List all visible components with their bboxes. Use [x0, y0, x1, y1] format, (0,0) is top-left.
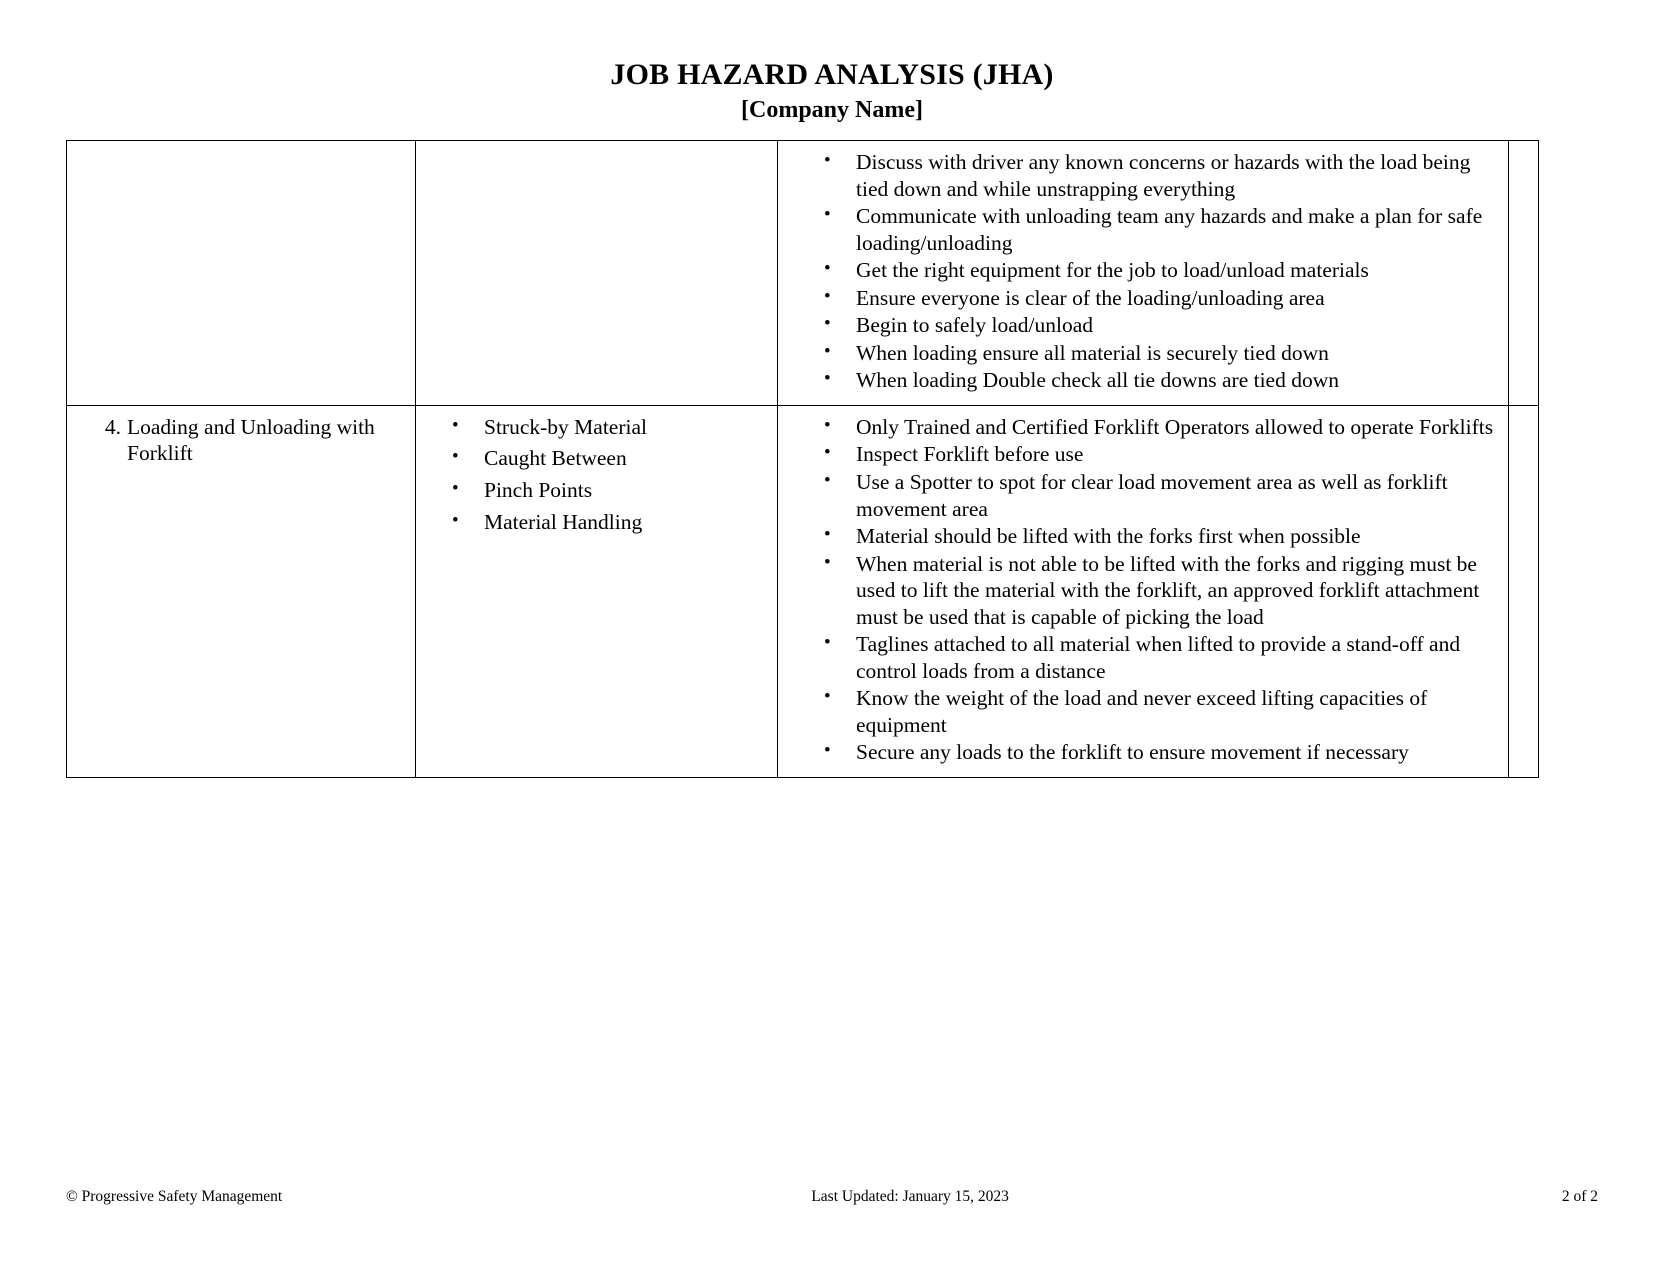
control-text: Know the weight of the load and never exceed lifting capacities of equipment: [856, 686, 1428, 737]
list-item: [422, 477, 763, 504]
list-item: [784, 149, 1494, 202]
list-item: [784, 685, 1494, 738]
task-cell: [67, 141, 416, 406]
footer-page-number: 2 of 2: [1561, 1188, 1598, 1205]
job-hazard-analysis-table: [66, 140, 1539, 778]
footer-copyright: © Progressive Safety Management: [66, 1188, 283, 1205]
hazard-cell: [416, 141, 778, 406]
task-list: [73, 414, 409, 466]
list-item: [784, 739, 1494, 766]
footer-last-updated: Last Updated: January 15, 2023: [811, 1188, 1009, 1205]
hazard-list: [422, 414, 771, 535]
control-text: Taglines attached to all material when lifted to provide a stand-off and control loads from a distance: [856, 632, 1461, 683]
list-item: [784, 367, 1494, 394]
hazard-text: Struck-by Material: [484, 414, 647, 439]
task-label: Loading and Unloading with Forklift: [127, 414, 375, 466]
controls-cell: [778, 141, 1509, 406]
control-text: When loading ensure all material is securely tied down: [856, 340, 1329, 365]
control-text: Communicate with unloading team any hazards and make a plan for safe loading/unloading: [856, 204, 1483, 255]
control-text: Begin to safely load/unload: [856, 313, 1094, 338]
page-title: JOB HAZARD ANALYSIS (JHA): [610, 58, 1054, 91]
task-number: 4.: [104, 414, 121, 439]
extra-cell: [1509, 141, 1539, 406]
list-item: [784, 551, 1494, 631]
controls-list: [784, 414, 1502, 766]
company-name-placeholder: [Company Name]: [741, 97, 923, 124]
control-text: Ensure everyone is clear of the loading/unloading area: [856, 285, 1325, 310]
list-item: [784, 312, 1494, 339]
control-text: Inspect Forklift before use: [856, 442, 1084, 467]
document-header: [0, 58, 1664, 125]
list-item: [104, 414, 399, 466]
table-row: [67, 141, 1539, 406]
list-item: [784, 203, 1494, 256]
hazard-text: Material Handling: [484, 509, 643, 534]
list-item: [784, 414, 1494, 441]
control-text: Discuss with driver any known concerns or hazards with the load being tied down and while unstrapping everything: [856, 150, 1471, 201]
list-item: [422, 414, 763, 441]
hazard-text: Pinch Points: [484, 478, 593, 503]
control-text: Get the right equipment for the job to load/unload materials: [856, 258, 1369, 283]
list-item: [784, 340, 1494, 367]
list-item: [784, 441, 1494, 468]
table-row: [67, 405, 1539, 777]
control-text: Use a Spotter to spot for clear load movement area as well as forklift movement area: [856, 470, 1448, 521]
control-text: Only Trained and Certified Forklift Operators allowed to operate Forklifts: [856, 414, 1494, 439]
hazard-text: Caught Between: [484, 446, 627, 471]
hazard-cell: [416, 405, 778, 777]
list-item: [422, 445, 763, 472]
list-item: [784, 523, 1494, 550]
control-text: When loading Double check all tie downs are tied down: [856, 368, 1340, 393]
control-text: Secure any loads to the forklift to ensure movement if necessary: [856, 740, 1409, 765]
extra-cell: [1509, 405, 1539, 777]
control-text: Material should be lifted with the forks first when possible: [856, 524, 1361, 549]
list-item: [784, 469, 1494, 522]
list-item: [422, 509, 763, 536]
task-cell: [67, 405, 416, 777]
controls-list: [784, 149, 1502, 394]
document-footer: [66, 1188, 1598, 1206]
list-item: [784, 257, 1494, 284]
list-item: [784, 285, 1494, 312]
control-text: When material is not able to be lifted with the forks and rigging must be used to lift the material with the forklift, an approved forklift attachment must be used that is capable of picking the load: [856, 551, 1480, 629]
controls-cell: [778, 405, 1509, 777]
list-item: [784, 631, 1494, 684]
